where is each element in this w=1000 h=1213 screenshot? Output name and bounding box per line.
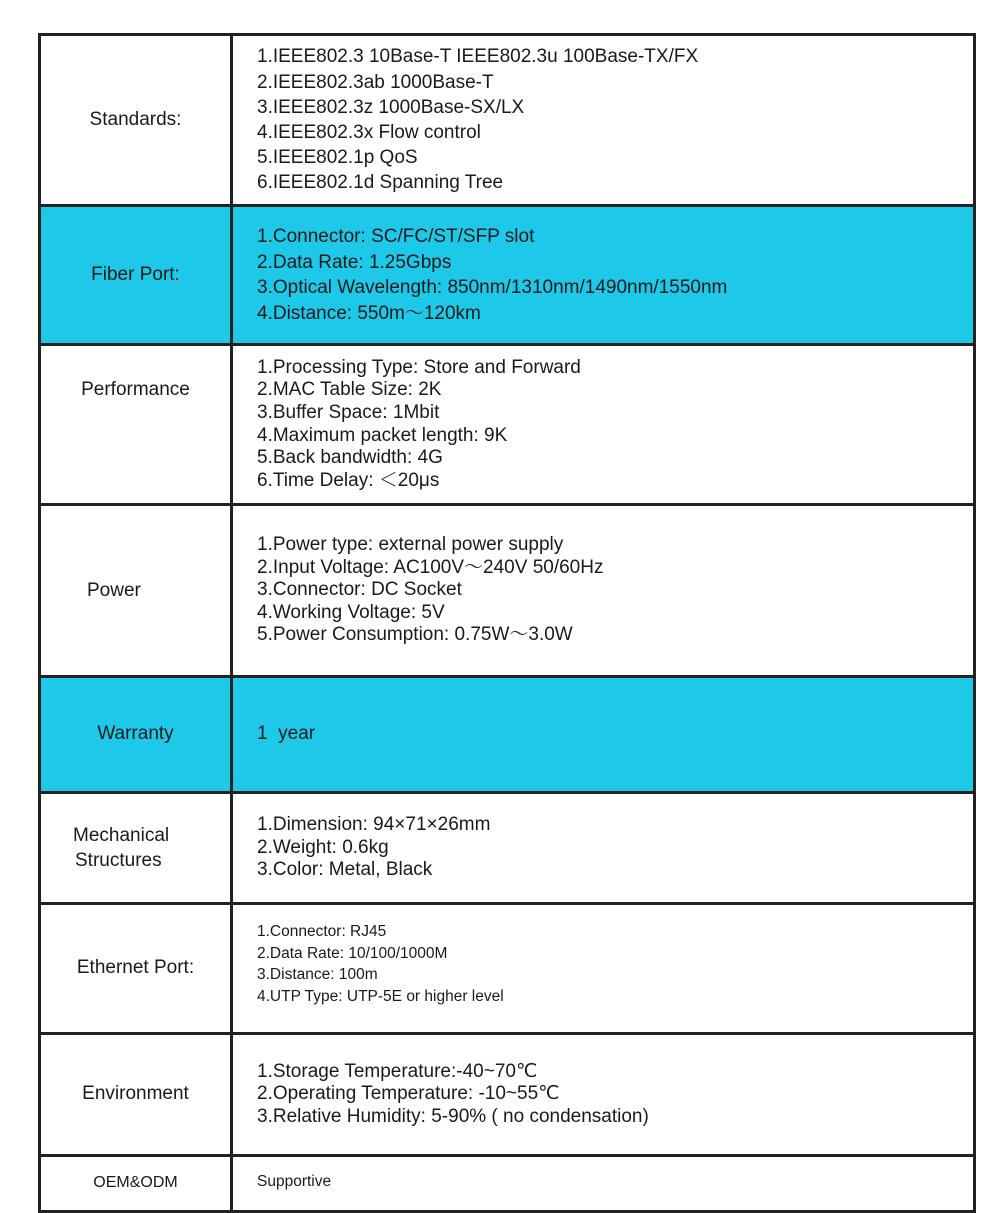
spec-value-ethernet-port	[232, 903, 975, 1033]
spec-row-ethernet-port	[40, 903, 975, 1033]
spec-item: 4.IEEE802.3x Flow control	[257, 122, 481, 143]
spec-row-mechanical	[40, 792, 975, 903]
spec-row-fiber-port	[40, 206, 975, 345]
spec-label-oem-odm	[40, 1155, 232, 1211]
spec-item: 5.Back bandwidth: 4G	[257, 447, 443, 469]
spec-value-standards	[232, 35, 975, 206]
spec-row-oem-odm	[40, 1155, 975, 1211]
spec-item: 1.Storage Temperature:-40~70℃	[257, 1060, 538, 1082]
spec-label-standards	[40, 35, 232, 206]
spec-label-text: Warranty	[97, 723, 174, 745]
spec-label-text: Environment	[82, 1083, 189, 1105]
spec-item: 2.Input Voltage: AC100V～240V 50/60Hz	[257, 556, 604, 578]
spec-label-text: Structures	[75, 849, 162, 871]
spec-item: 2.Data Rate: 1.25Gbps	[257, 251, 452, 273]
spec-item: 3.Connector: DC Socket	[257, 579, 462, 601]
spec-value-oem-odm	[232, 1155, 975, 1211]
spec-item: 3.Distance: 100m	[257, 966, 378, 984]
spec-item: 1.IEEE802.3 10Base-T IEEE802.3u 100Base-TX/FX	[257, 46, 699, 68]
spec-item: 6.IEEE802.1d Spanning Tree	[257, 172, 504, 194]
spec-item: 3.Optical Wavelength: 850nm/1310nm/1490nm/1550nm	[257, 277, 728, 298]
spec-label-text: Ethernet Port:	[76, 957, 195, 979]
spec-item: 4.Distance: 550m～120km	[257, 302, 481, 324]
spec-item: 1.Connector: SC/FC/ST/SFP slot	[257, 226, 535, 247]
spec-label-fiber-port	[40, 206, 232, 345]
spec-label-text: OEM&ODM	[93, 1174, 178, 1192]
spec-item: 3.IEEE802.3z 1000Base-SX/LX	[257, 96, 525, 118]
spec-item: 3.Relative Humidity: 5-90% ( no condensation)	[257, 1105, 649, 1127]
spec-value-mechanical	[232, 792, 975, 903]
spec-table	[38, 33, 976, 1213]
spec-label-mechanical	[40, 792, 232, 903]
spec-item: 2.Operating Temperature: -10~55℃	[257, 1083, 560, 1105]
spec-label-text: Mechanical	[73, 824, 170, 846]
spec-item: 1.Power type: external power supply	[257, 534, 564, 556]
spec-label-ethernet-port	[40, 903, 232, 1033]
spec-value-performance	[232, 345, 975, 505]
spec-label-environment	[40, 1033, 232, 1155]
spec-label-text: Standards:	[89, 109, 182, 130]
spec-row-standards	[40, 35, 975, 206]
spec-item: 4.Maximum packet length: 9K	[257, 424, 508, 446]
spec-item: 1.Processing Type: Store and Forward	[257, 356, 581, 378]
spec-label-power	[40, 505, 232, 677]
spec-label-text: Fiber Port:	[91, 264, 180, 285]
spec-value-power	[232, 505, 975, 677]
spec-label-text: Performance	[81, 379, 190, 400]
spec-item: 5.IEEE802.1p QoS	[257, 147, 418, 169]
spec-label-warranty	[40, 677, 232, 793]
spec-item: 4.UTP Type: UTP-5E or higher level	[257, 987, 504, 1005]
spec-row-environment	[40, 1033, 975, 1155]
spec-item: 1 year	[257, 723, 316, 745]
spec-item: 2.IEEE802.3ab 1000Base-T	[257, 71, 494, 93]
spec-item: 1.Connector: RJ45	[257, 923, 387, 941]
spec-item: Supportive	[257, 1172, 332, 1190]
spec-item: 3.Buffer Space: 1Mbit	[257, 401, 440, 423]
spec-value-environment	[232, 1033, 975, 1155]
spec-row-performance	[40, 345, 975, 505]
spec-value-warranty	[232, 677, 975, 793]
spec-item: 2.Weight: 0.6kg	[257, 836, 389, 858]
spec-label-performance	[40, 345, 232, 505]
spec-label-text: Power	[87, 579, 141, 601]
spec-item: 6.Time Delay: ＜20μs	[257, 469, 440, 491]
spec-item: 2.MAC Table Size: 2K	[257, 379, 442, 401]
spec-item: 2.Data Rate: 10/100/1000M	[257, 944, 448, 962]
spec-item: 4.Working Voltage: 5V	[257, 601, 445, 623]
spec-value-fiber-port	[232, 206, 975, 345]
spec-item: 3.Color: Metal, Black	[257, 859, 433, 881]
spec-row-power	[40, 505, 975, 677]
spec-item: 5.Power Consumption: 0.75W～3.0W	[257, 624, 573, 646]
spec-item: 1.Dimension: 94×71×26mm	[257, 814, 491, 836]
spec-row-warranty	[40, 677, 975, 793]
